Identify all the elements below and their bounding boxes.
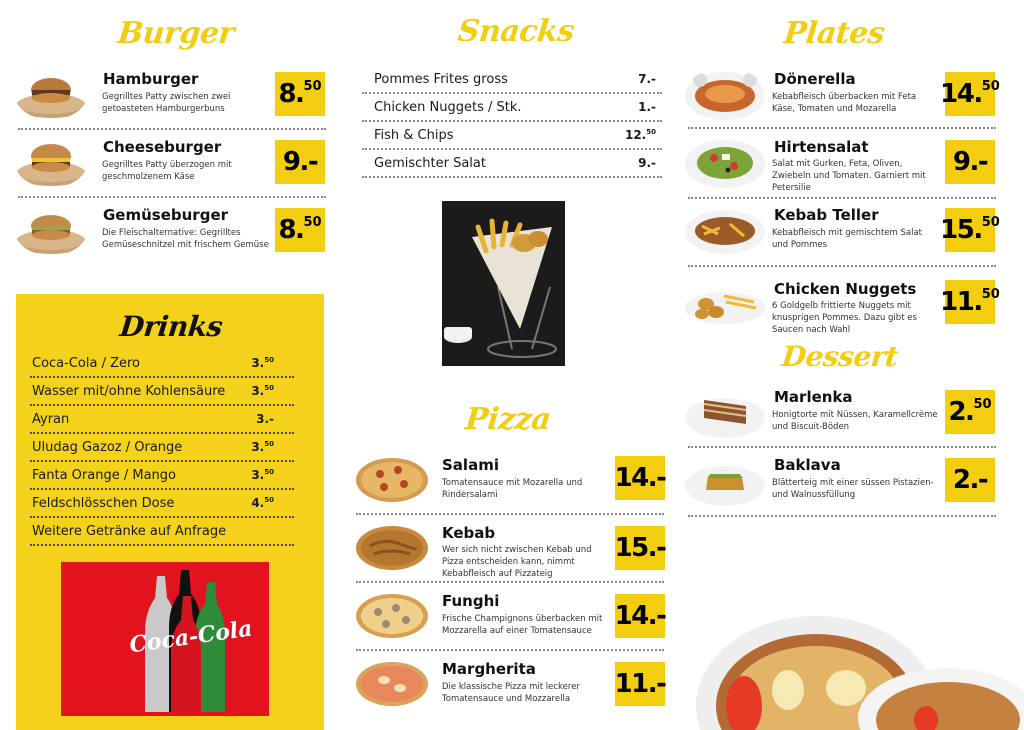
price-main: 7.-: [638, 72, 656, 86]
item-name: Chicken Nuggets: [774, 280, 917, 298]
drink-row[interactable]: [30, 518, 294, 546]
plates-title: Plates: [782, 16, 887, 51]
pizza-item-margherita[interactable]: [352, 656, 666, 714]
snack-row[interactable]: [372, 66, 658, 94]
snack-name: Fish & Chips: [374, 128, 454, 143]
burger-item-cheeseburger[interactable]: [14, 130, 326, 192]
price-decimal: 50: [973, 397, 992, 412]
drink-row[interactable]: [30, 350, 294, 378]
drink-name: Coca-Cola / Zero: [32, 356, 141, 371]
divider: [688, 127, 996, 129]
price-decimal: 50: [264, 356, 274, 364]
plate-item-kebab-teller[interactable]: [684, 202, 998, 262]
drink-price: [251, 468, 274, 482]
drink-price: [251, 356, 274, 370]
price-main: 11.: [940, 287, 982, 317]
drink-row[interactable]: [30, 490, 294, 518]
price-tag: [615, 456, 665, 500]
burger-item-hamburger[interactable]: [14, 62, 326, 124]
price-decimal: 50: [264, 440, 274, 448]
price-main: 3.: [251, 384, 265, 398]
price-main: 9.-: [952, 147, 988, 177]
burger-item-gemueseburger[interactable]: [14, 198, 326, 260]
baklava-image: [684, 454, 766, 508]
cheeseburger-image: [14, 132, 88, 188]
drink-row[interactable]: [30, 434, 294, 462]
gemueseburger-image: [14, 200, 88, 256]
divider: [688, 446, 996, 448]
price-main: 14.: [940, 79, 982, 109]
divider: [688, 265, 996, 267]
price-tag: [940, 208, 1000, 252]
kebab-pizza-image: [354, 524, 430, 572]
price-tag: [940, 280, 1000, 324]
price-decimal: 50: [303, 79, 322, 94]
dessert-title: Dessert: [780, 340, 900, 373]
coca-cola-logo: Coca-Cola: [127, 615, 254, 659]
price-main: 2.-: [952, 465, 988, 495]
item-name: Hamburger: [103, 70, 199, 88]
pizza-title: Pizza: [463, 402, 553, 437]
drink-name: Wasser mit/ohne Kohlensäure: [32, 384, 226, 399]
item-name: Cheeseburger: [103, 138, 222, 156]
price-decimal: 50: [981, 215, 1000, 230]
item-description: Gegrilltes Patty überzogen mit geschmolzenem Käse: [102, 160, 232, 182]
price-main: 9.-: [638, 156, 656, 170]
drink-name: Fanta Orange / Mango: [32, 468, 176, 483]
snack-row[interactable]: [372, 150, 658, 178]
divider: [356, 513, 664, 515]
snack-price: [638, 100, 656, 114]
snack-row[interactable]: [372, 94, 658, 122]
item-name: Hirtensalat: [774, 138, 869, 156]
item-name: Salami: [442, 456, 499, 474]
snack-row[interactable]: [372, 122, 658, 150]
divider: [356, 581, 664, 583]
price-tag: [945, 390, 995, 434]
drink-price: [251, 384, 274, 398]
price-main: 4.: [251, 496, 265, 510]
plate-item-doenerella[interactable]: [684, 66, 998, 126]
snack-price: [638, 72, 656, 86]
price-main: 1.-: [638, 100, 656, 114]
item-description: Kebabfleisch mit gemischtem Salat und Pommes: [772, 228, 922, 250]
price-main: 3.: [251, 468, 265, 482]
drink-price: [251, 496, 274, 510]
price-tag: [275, 72, 325, 116]
divider: [356, 649, 664, 651]
drink-row[interactable]: [30, 406, 294, 434]
salami-pizza-image: [354, 456, 430, 504]
item-description: Die klassische Pizza mit leckerer Tomatensauce und Mozzarella: [442, 682, 580, 704]
price-main: 12.: [624, 128, 647, 142]
pizza-item-funghi[interactable]: [352, 588, 666, 646]
price-tag: [940, 72, 1000, 116]
drink-name: Ayran: [32, 412, 70, 427]
item-description: Kebabfleisch überbacken mit Feta Käse, Tomaten und Mozarella: [772, 92, 917, 114]
item-name: Marlenka: [774, 388, 853, 406]
dessert-item-baklava[interactable]: [684, 452, 998, 512]
item-description: Tomatensauce mit Mozarella und Rindersalami: [442, 478, 583, 500]
item-name: Dönerella: [774, 70, 856, 88]
price-tag: [945, 140, 995, 184]
dessert-item-marlenka[interactable]: [684, 384, 998, 444]
item-name: Baklava: [774, 456, 841, 474]
pizza-item-kebab[interactable]: [352, 520, 666, 578]
fries-cone-image: [442, 201, 565, 366]
divider: [30, 544, 294, 546]
drink-price: [251, 440, 274, 454]
item-description: Frische Champignons überbacken mit Mozzarella auf einer Tomatensauce: [442, 614, 603, 636]
burger-title: Burger: [116, 16, 236, 51]
price-main: 14.-: [614, 463, 666, 493]
price-decimal: 50: [646, 128, 656, 136]
item-description: Blätterteig mit einer süssen Pistazien- und Walnussfüllung: [772, 478, 934, 500]
item-description: Wer sich nicht zwischen Kebab und Pizza entscheiden kann, nimmt Kebabfleisch auf Pizzateig: [442, 545, 592, 579]
price-main: 15.-: [614, 533, 666, 563]
price-tag: [615, 594, 665, 638]
price-tag: [275, 140, 325, 184]
price-decimal: 50: [981, 79, 1000, 94]
price-tag: [945, 458, 995, 502]
price-decimal: 50: [264, 468, 274, 476]
price-tag: [275, 208, 325, 252]
price-main: 2.: [948, 397, 974, 427]
price-main: 3.: [251, 440, 265, 454]
item-name: Margherita: [442, 660, 536, 678]
item-description: Die Fleischalternative: Gegrilltes Gemüseschnitzel mit frischem Gemüse: [102, 228, 269, 250]
snack-price: [638, 156, 656, 170]
drink-name: Weitere Getränke auf Anfrage: [32, 524, 227, 539]
snack-name: Pommes Frites gross: [374, 72, 508, 87]
funghi-pizza-image: [354, 592, 430, 640]
item-name: Funghi: [442, 592, 500, 610]
marlenka-image: [684, 386, 766, 440]
drinks-title: Drinks: [118, 310, 224, 343]
drink-name: Feldschlösschen Dose: [32, 496, 175, 511]
price-decimal: 50: [303, 215, 322, 230]
price-decimal: 50: [264, 384, 274, 392]
divider: [688, 515, 996, 517]
price-main: 8.: [278, 215, 304, 245]
divider: [362, 176, 662, 178]
snack-name: Chicken Nuggets / Stk.: [374, 100, 522, 115]
divider: [688, 197, 996, 199]
item-name: Kebab: [442, 524, 496, 542]
chicken-nuggets-image: [684, 278, 766, 332]
plate-item-chicken-nuggets[interactable]: [684, 276, 998, 336]
price-main: 14.-: [614, 601, 666, 631]
pizza-item-salami[interactable]: [352, 452, 666, 510]
price-tag: [615, 526, 665, 570]
doenerella-image: [684, 68, 766, 122]
price-main: 9.-: [282, 147, 318, 177]
drink-price: [256, 412, 274, 426]
snacks-title: Snacks: [456, 14, 576, 49]
margherita-pizza-image: [354, 660, 430, 708]
price-main: 15.: [940, 215, 982, 245]
price-tag: [615, 662, 665, 706]
plate-item-hirtensalat[interactable]: [684, 134, 998, 194]
snack-price: [625, 128, 656, 142]
item-description: Honigtorte mit Nüssen, Karamellcrème und Biscuit-Böden: [772, 410, 938, 432]
coca-cola-ad: [61, 562, 269, 716]
item-name: Kebab Teller: [774, 206, 879, 224]
plate-dish-image: [696, 606, 1024, 730]
price-main: 11.-: [614, 669, 666, 699]
item-name: Gemüseburger: [103, 206, 229, 224]
hamburger-image: [14, 64, 88, 120]
price-decimal: 50: [981, 287, 1000, 302]
price-main: 3.-: [256, 412, 274, 426]
drink-row[interactable]: [30, 378, 294, 406]
drink-row[interactable]: [30, 462, 294, 490]
hirtensalat-image: [684, 136, 766, 190]
kebab-teller-image: [684, 204, 766, 258]
price-main: 8.: [278, 79, 304, 109]
item-description: Gegrilltes Patty zwischen zwei getoasteten Hamburgerbuns: [102, 92, 231, 114]
price-main: 3.: [251, 356, 265, 370]
item-description: 6 Goldgelb frittierte Nuggets mit knusprigen Pommes. Dazu gibt es Saucen nach Wahl: [772, 301, 917, 335]
snack-name: Gemischter Salat: [374, 156, 486, 171]
price-decimal: 50: [264, 496, 274, 504]
item-description: Salat mit Gurken, Feta, Oliven, Zwiebeln und Tomaten. Garniert mit Petersilie: [772, 159, 926, 193]
drink-name: Uludag Gazoz / Orange: [32, 440, 183, 455]
